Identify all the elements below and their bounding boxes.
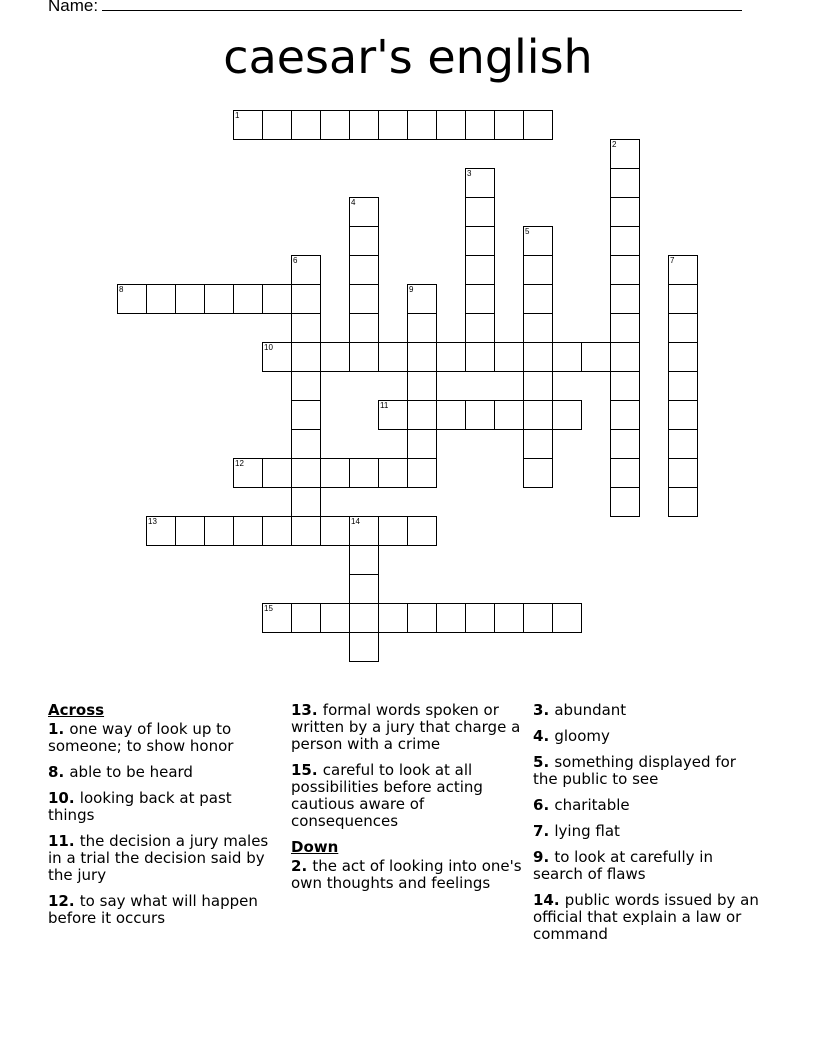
clue-text: gloomy [554, 727, 610, 745]
grid-cell[interactable] [349, 632, 379, 662]
grid-cell[interactable] [349, 197, 379, 227]
grid-cell[interactable] [291, 458, 321, 488]
grid-cell[interactable] [407, 603, 437, 633]
grid-cell[interactable] [262, 516, 292, 546]
grid-cell[interactable] [378, 342, 408, 372]
grid-cell[interactable] [407, 371, 437, 401]
clue-number: 2 [291, 857, 302, 875]
clue-text: one way of look up to someone; to show honor [48, 720, 234, 755]
grid-cell[interactable] [610, 226, 640, 256]
grid-cell[interactable] [291, 255, 321, 285]
grid-cell[interactable] [291, 400, 321, 430]
grid-cell[interactable] [291, 371, 321, 401]
grid-cell[interactable] [610, 458, 640, 488]
grid-cell[interactable] [668, 371, 698, 401]
grid-cell[interactable] [349, 313, 379, 343]
grid-cell[interactable] [436, 400, 466, 430]
clue-text: charitable [554, 796, 630, 814]
clue-text: the decision a jury males in a trial the decision said by the jury [48, 832, 269, 884]
clue-text: to say what will happen before it occurs [48, 892, 258, 927]
clues-column-2 [291, 702, 523, 901]
grid-cell[interactable] [465, 255, 495, 285]
clue-item: 8. able to be heard [48, 763, 193, 781]
grid-cell[interactable] [668, 487, 698, 517]
grid-cell[interactable] [523, 226, 553, 256]
clues-column-3 [533, 702, 765, 952]
grid-cell[interactable] [668, 429, 698, 459]
grid-cell[interactable] [494, 110, 524, 140]
grid-cell[interactable] [668, 284, 698, 314]
clue-item: 7. lying flat [533, 822, 620, 840]
grid-cell[interactable] [175, 516, 205, 546]
clue-text: to look at carefully in search of flaws [533, 848, 713, 883]
down-heading: Down [291, 838, 339, 856]
grid-cell[interactable] [465, 284, 495, 314]
grid-cell[interactable] [291, 429, 321, 459]
grid-cell[interactable] [407, 342, 437, 372]
clue-text: something displayed for the public to see [533, 753, 736, 788]
grid-cell[interactable] [436, 603, 466, 633]
grid-cell[interactable] [204, 516, 234, 546]
grid-cell[interactable] [291, 313, 321, 343]
grid-cell[interactable] [146, 516, 176, 546]
grid-cell[interactable] [378, 603, 408, 633]
clue-number: 14 [533, 891, 554, 909]
cell-number: 8 [119, 285, 124, 294]
clue-number: 8 [48, 763, 59, 781]
clue-number: 1 [48, 720, 59, 738]
cell-number: 2 [612, 140, 617, 149]
grid-cell[interactable] [349, 574, 379, 604]
grid-cell[interactable] [552, 342, 582, 372]
grid-cell[interactable] [349, 516, 379, 546]
grid-cell[interactable] [407, 400, 437, 430]
grid-cell[interactable] [465, 110, 495, 140]
grid-cell[interactable] [436, 110, 466, 140]
grid-cell[interactable] [407, 284, 437, 314]
clue-number: 15 [291, 761, 312, 779]
grid-cell[interactable] [291, 342, 321, 372]
cell-number: 9 [409, 285, 414, 294]
clues-column-1 [48, 702, 280, 936]
clue-item: 2. the act of looking into one's own thoughts and feelings [291, 857, 522, 892]
grid-cell[interactable] [117, 284, 147, 314]
grid-cell[interactable] [291, 487, 321, 517]
clue-text: formal words spoken or written by a jury that charge a person with a crime [291, 701, 521, 753]
grid-cell[interactable] [349, 545, 379, 575]
grid-cell[interactable] [349, 110, 379, 140]
clue-number: 11 [48, 832, 69, 850]
grid-cell[interactable] [407, 458, 437, 488]
grid-cell[interactable] [262, 110, 292, 140]
grid-cell[interactable] [291, 516, 321, 546]
clue-number: 13 [291, 701, 312, 719]
grid-cell[interactable] [262, 603, 292, 633]
clue-item: 5. something displayed for the public to see [533, 753, 736, 788]
grid-cell[interactable] [204, 284, 234, 314]
grid-cell[interactable] [320, 110, 350, 140]
grid-cell[interactable] [233, 110, 263, 140]
clue-number: 10 [48, 789, 69, 807]
cell-number: 4 [351, 198, 356, 207]
cell-number: 15 [264, 604, 273, 613]
clue-number: 6 [533, 796, 544, 814]
grid-cell[interactable] [610, 487, 640, 517]
grid-cell[interactable] [291, 110, 321, 140]
clue-number: 7 [533, 822, 544, 840]
grid-cell[interactable] [552, 603, 582, 633]
clue-item: 15. careful to look at all possibilities before acting cautious aware of consequences [291, 761, 483, 830]
grid-cell[interactable] [349, 284, 379, 314]
grid-cell[interactable] [523, 400, 553, 430]
cell-number: 12 [235, 459, 244, 468]
grid-cell[interactable] [407, 110, 437, 140]
clue-item: 10. looking back at past things [48, 789, 232, 824]
clue-text: looking back at past things [48, 789, 232, 824]
grid-cell[interactable] [233, 516, 263, 546]
clue-text: public words issued by an official that explain a law or command [533, 891, 759, 943]
clue-number: 3 [533, 701, 544, 719]
clue-item: 13. formal words spoken or written by a jury that charge a person with a crime [291, 701, 521, 753]
grid-cell[interactable] [349, 603, 379, 633]
grid-cell[interactable] [262, 342, 292, 372]
grid-cell[interactable] [523, 342, 553, 372]
grid-cell[interactable] [668, 342, 698, 372]
clue-item: 9. to look at carefully in search of flaws [533, 848, 713, 883]
cell-number: 3 [467, 169, 472, 178]
grid-cell[interactable] [349, 342, 379, 372]
grid-cell[interactable] [291, 603, 321, 633]
grid-cell[interactable] [465, 226, 495, 256]
clue-item: 6. charitable [533, 796, 630, 814]
grid-cell[interactable] [465, 400, 495, 430]
grid-cell[interactable] [610, 284, 640, 314]
grid-cell[interactable] [465, 603, 495, 633]
grid-cell[interactable] [407, 516, 437, 546]
grid-cell[interactable] [291, 284, 321, 314]
grid-cell[interactable] [175, 284, 205, 314]
clue-number: 9 [533, 848, 544, 866]
clue-text: careful to look at all possibilities before acting cautious aware of consequences [291, 761, 483, 830]
grid-cell[interactable] [146, 284, 176, 314]
grid-cell[interactable] [610, 400, 640, 430]
grid-cell[interactable] [610, 168, 640, 198]
clue-number: 4 [533, 727, 544, 745]
grid-cell[interactable] [320, 458, 350, 488]
grid-cell[interactable] [668, 255, 698, 285]
grid-cell[interactable] [465, 168, 495, 198]
grid-cell[interactable] [465, 342, 495, 372]
clue-text: lying flat [554, 822, 620, 840]
clue-text: abundant [554, 701, 627, 719]
cell-number: 13 [148, 517, 157, 526]
grid-cell[interactable] [407, 429, 437, 459]
grid-cell[interactable] [378, 400, 408, 430]
across-heading: Across [48, 701, 105, 719]
grid-cell[interactable] [494, 603, 524, 633]
grid-cell[interactable] [610, 255, 640, 285]
cell-number: 7 [670, 256, 675, 265]
cell-number: 10 [264, 343, 273, 352]
grid-cell[interactable] [610, 429, 640, 459]
grid-cell[interactable] [378, 110, 408, 140]
clue-text: able to be heard [69, 763, 193, 781]
grid-cell[interactable] [523, 371, 553, 401]
clue-text: the act of looking into one's own thoughts and feelings [291, 857, 522, 892]
grid-cell[interactable] [523, 110, 553, 140]
grid-cell[interactable] [668, 313, 698, 343]
puzzle-title: caesar's english [223, 30, 593, 84]
grid-cell[interactable] [465, 197, 495, 227]
grid-cell[interactable] [349, 226, 379, 256]
name-label: Name: [48, 0, 99, 15]
grid-cell[interactable] [262, 458, 292, 488]
cell-number: 5 [525, 227, 530, 236]
grid-cell[interactable] [494, 342, 524, 372]
grid-cell[interactable] [233, 458, 263, 488]
grid-cell[interactable] [494, 400, 524, 430]
cell-number: 6 [293, 256, 298, 265]
grid-cell[interactable] [523, 284, 553, 314]
cell-number: 11 [380, 401, 389, 410]
clue-item: 11. the decision a jury males in a trial the decision said by the jury [48, 832, 269, 884]
grid-cell[interactable] [378, 516, 408, 546]
grid-cell[interactable] [523, 429, 553, 459]
clue-item: 12. to say what will happen before it occurs [48, 892, 258, 927]
grid-cell[interactable] [668, 458, 698, 488]
clue-item: 4. gloomy [533, 727, 610, 745]
clue-number: 5 [533, 753, 544, 771]
grid-cell[interactable] [552, 400, 582, 430]
grid-cell[interactable] [320, 516, 350, 546]
grid-cell[interactable] [523, 458, 553, 488]
grid-cell[interactable] [320, 603, 350, 633]
grid-cell[interactable] [407, 313, 437, 343]
grid-cell[interactable] [610, 342, 640, 372]
grid-cell[interactable] [349, 255, 379, 285]
grid-cell[interactable] [320, 342, 350, 372]
grid-cell[interactable] [349, 458, 379, 488]
grid-cell[interactable] [610, 313, 640, 343]
grid-cell[interactable] [378, 458, 408, 488]
grid-cell[interactable] [668, 400, 698, 430]
grid-cell[interactable] [610, 371, 640, 401]
grid-cell[interactable] [581, 342, 611, 372]
grid-cell[interactable] [523, 603, 553, 633]
clue-item: 1. one way of look up to someone; to show honor [48, 720, 234, 755]
clue-item: 14. public words issued by an official that explain a law or command [533, 891, 759, 943]
cell-number: 14 [351, 517, 360, 526]
clue-number: 12 [48, 892, 69, 910]
grid-cell[interactable] [610, 197, 640, 227]
cell-number: 1 [235, 111, 240, 120]
grid-cell[interactable] [262, 284, 292, 314]
grid-cell[interactable] [465, 313, 495, 343]
grid-cell[interactable] [523, 313, 553, 343]
grid-cell[interactable] [523, 255, 553, 285]
grid-cell[interactable] [233, 284, 263, 314]
grid-cell[interactable] [436, 342, 466, 372]
grid-cell[interactable] [610, 139, 640, 169]
clue-item: 3. abundant [533, 701, 627, 719]
